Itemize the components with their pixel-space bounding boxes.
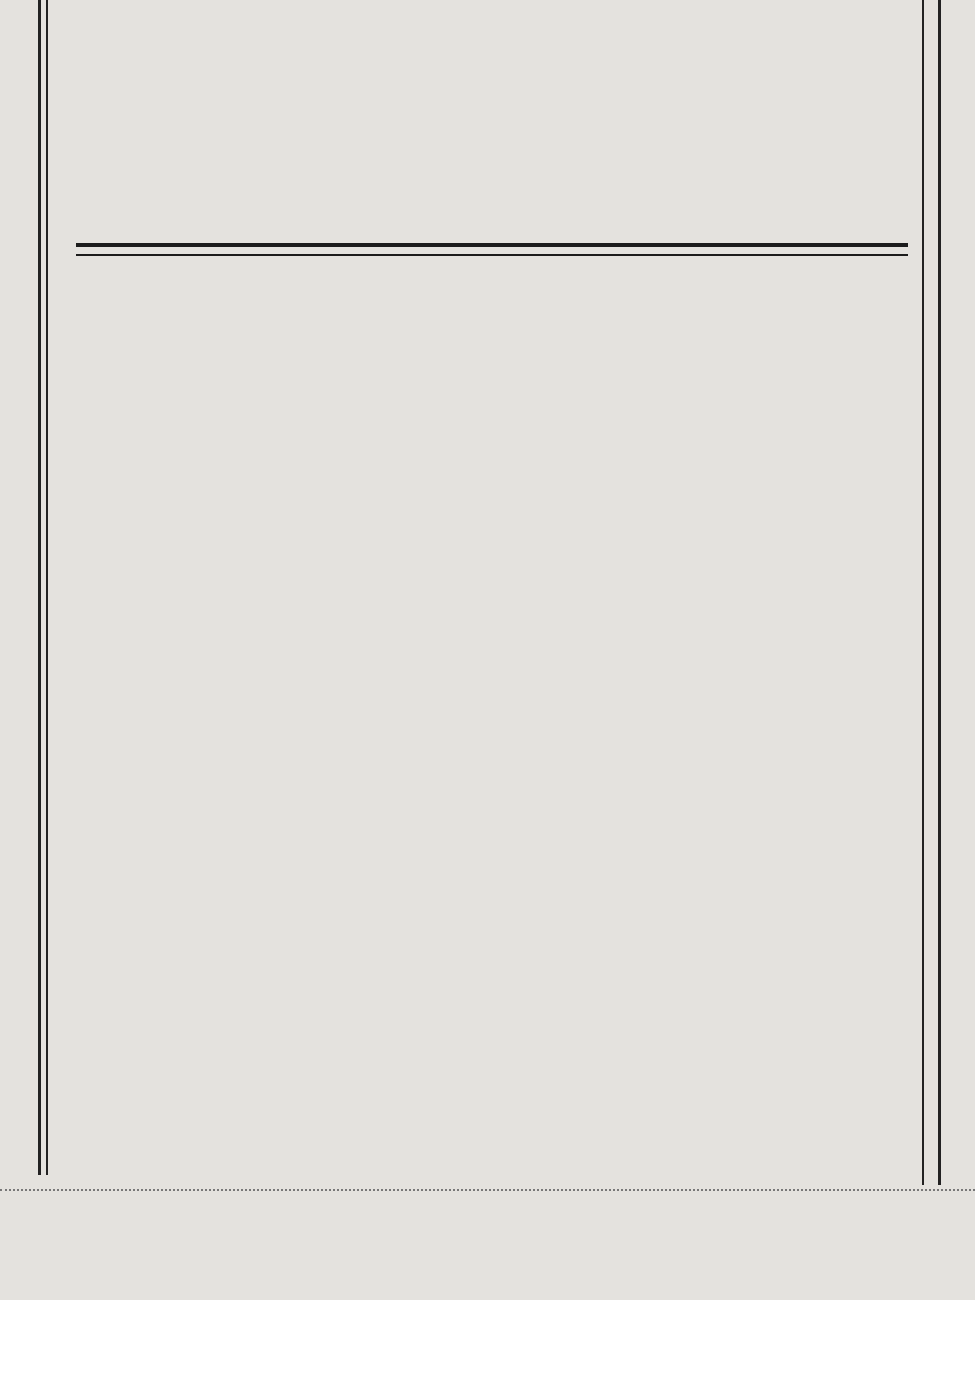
left-column-rule xyxy=(38,0,41,1175)
left-column-rule-inner xyxy=(46,0,48,1175)
article-hanging-by-deputy xyxy=(76,0,908,1200)
watermark-footer xyxy=(0,1300,975,1390)
right-column-rule-outer xyxy=(938,0,941,1185)
page-bottom-dotted-edge xyxy=(0,1183,975,1191)
right-column-rule xyxy=(922,0,924,1185)
left-column-fragments xyxy=(0,0,36,1175)
right-column-fragments xyxy=(950,0,975,1190)
